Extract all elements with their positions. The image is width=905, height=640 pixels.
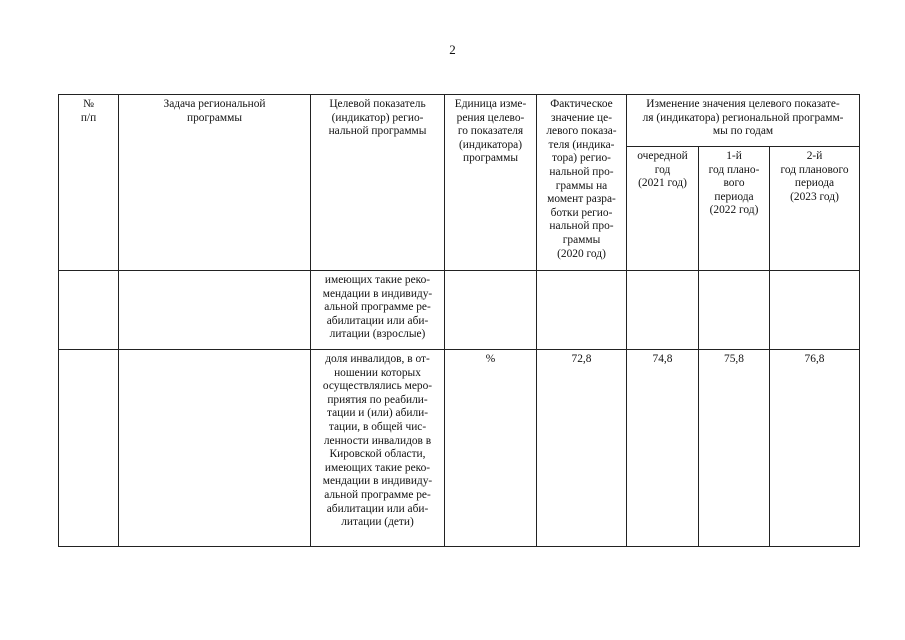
cell-year-plan-2 [770, 271, 860, 350]
cell-year-current [627, 271, 699, 350]
cell-num [59, 271, 119, 350]
header-change-by-year: Изменение значения целевого показате- ля (индикатора) региональной программ- мы по годам [627, 95, 860, 147]
cell-indicator: доля инвалидов, в от- ношении которых осуществлялись меро- приятия по реабили- тации и (или) абили- тации, в общей чис- ленности инвалидов в Кировской области, имеющих такие реко- мендации в индивиду- альной программе ре- абилитации или аби- литации (дети) [311, 350, 445, 547]
table-row [59, 350, 860, 547]
cell-actual-value [537, 271, 627, 350]
header-unit: Единица изме- рения целево- го показателя (индикатора) программы [445, 95, 537, 271]
cell-indicator: имеющих такие реко- мендации в индивиду- альной программе ре- абилитации или аби- литации (взрослые) [311, 271, 445, 350]
cell-unit [445, 271, 537, 350]
cell-unit: % [445, 350, 537, 547]
header-task: Задача региональной программы [119, 95, 311, 271]
cell-actual-value: 72,8 [537, 350, 627, 547]
cell-task [119, 350, 311, 547]
header-year-current: очередной год (2021 год) [627, 147, 699, 271]
header-indicator: Целевой показатель (индикатор) регио- нальной программы [311, 95, 445, 271]
cell-year-plan-2: 76,8 [770, 350, 860, 547]
page-number: 2 [449, 42, 456, 57]
cell-year-current: 74,8 [627, 350, 699, 547]
header-year-plan-2: 2-й год планового периода (2023 год) [770, 147, 860, 271]
cell-year-plan-1 [699, 271, 770, 350]
header-actual-value: Фактическое значение це- левого показа- теля (индика- тора) регио- нальной про- граммы на момент разра- ботки регио- нальной про- граммы (2020 год) [537, 95, 627, 271]
table-row [59, 271, 860, 350]
header-year-plan-1: 1-й год плано- вого периода (2022 год) [699, 147, 770, 271]
header-num: № п/п [59, 95, 119, 271]
indicators-table [58, 94, 860, 547]
cell-num [59, 350, 119, 547]
header-row-1 [59, 95, 860, 147]
cell-task [119, 271, 311, 350]
cell-year-plan-1: 75,8 [699, 350, 770, 547]
